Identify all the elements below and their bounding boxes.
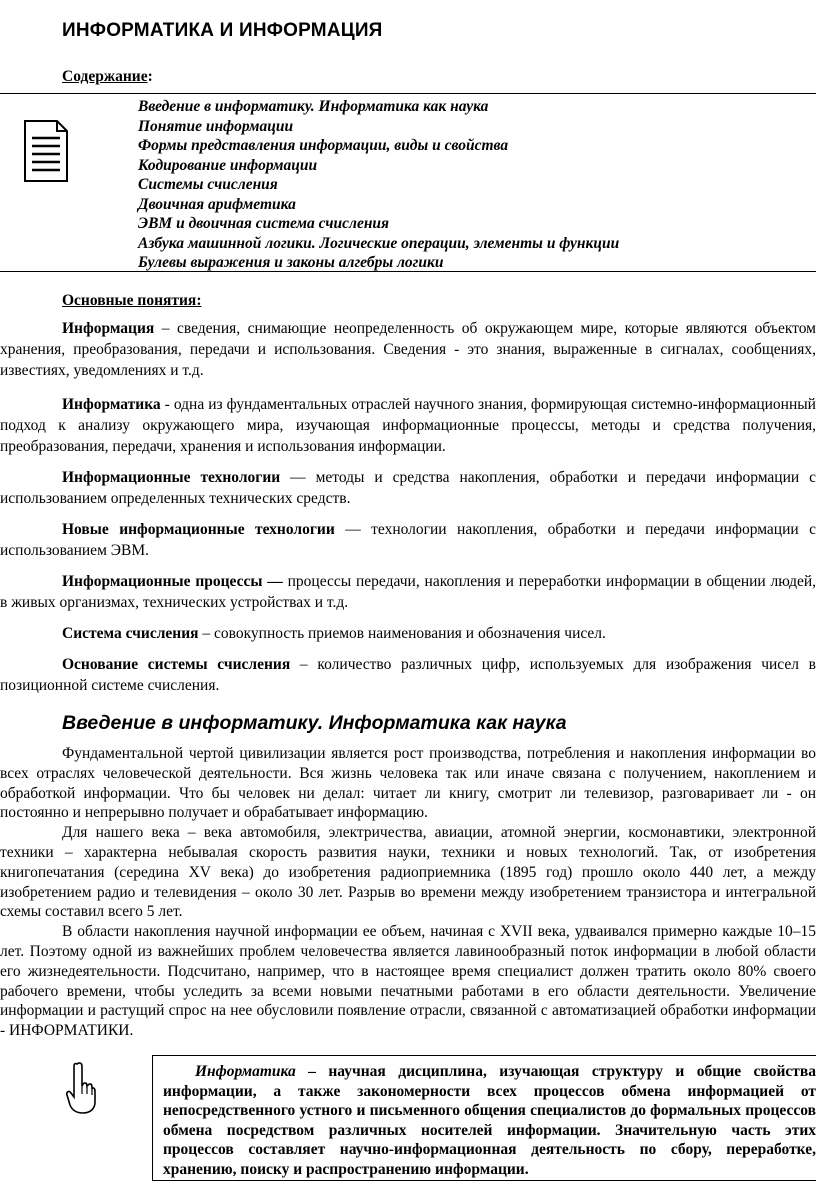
definition-separator: — [334,521,372,538]
toc-item[interactable]: Булевы выражения и законы алгебры логики [138,254,444,271]
concepts-heading: Основные понятия: [62,292,202,309]
body-paragraph: Фундаментальной чертой цивилизации является рост производства, потребления и накопления информации во всех отраслях человеческой деятельности. Вся жизнь человека так или иначе связана с получением, накоплением и обработкой информации. Что бы человек ни делал: читает ли книгу, смотрит ли телевизор, разговаривает ли - он постоянно и непрерывно получает и обрабатывает информацию. [0,745,816,822]
toc-item[interactable]: Введение в информатику. Информатика как наука [138,98,489,115]
callout-term: Информатика [195,1063,296,1080]
toc-heading-label: Содержание [62,68,148,85]
body-paragraph: Для нашего века – века автомобиля, электричества, авиации, атомной энергии, космонавтики, электронной техники – характерна небывалая скорость развития науки, техники и новых технологий. Так, от изобретения книгопечатания (середина XV века) до изобретения радиоприемника (1895 год) прошло около 440 лет, а между изобретением радио и телевидения – около 30 лет. Разрыв во времени между изобретением транзистора и интегральной схемы составил всего 5 лет. [0,824,816,921]
callout-body: – научная дисциплина, изучающая структуру и общие свойства информации, а также закономерности всех процессов обмена информацией от непосредственного устного и письменного общения специалистов до формальных процессов обмена посредством различных носителей информации. Значительную часть этих процессов составляет научно-информационная деятельность по сбору, переработке, хранению, поиску и распространению информации. [163,1063,816,1178]
table-of-contents [0,93,816,272]
definition-text: одна из фундаментальных отраслей научного знания, формирующая системно-информационный подход к анализу окружающего мира, изучающая информационные процессы, методы и средства получения, преобразования, передачи, хранения и использования информации. [0,396,816,455]
definition-separator: - [160,396,174,413]
pointing-hand-icon [66,1062,96,1114]
toc-item[interactable]: Системы счисления [138,176,278,193]
toc-item[interactable]: ЭВМ и двоичная система счисления [138,215,390,232]
toc-item[interactable]: Понятие информации [138,117,294,135]
definition-separator: – [290,656,318,673]
document-title: ИНФОРМАТИКА И ИНФОРМАЦИЯ [62,20,383,41]
toc-item[interactable]: Кодирование информации [138,156,318,174]
definition-term: Информация [62,320,155,337]
definition-separator: — [280,469,316,486]
definition-text: технологии накопления, обработки и передачи информации с использованием ЭВМ. [0,521,816,559]
toc-item[interactable]: Формы представления информации, виды и свойства [138,137,509,154]
document-lines-icon [24,120,68,182]
definition-text: количество различных цифр, используемых для изображения чисел в позиционной системе счисления. [0,656,816,694]
definition-text: совокупность приемов наименования и обозначения чисел. [214,625,606,642]
toc-item[interactable]: Двоичная арифметика [138,195,296,213]
callout-text [163,1062,816,1180]
definition-callout [152,1055,816,1181]
definition-text: сведения, снимающие неопределенность об окружающем мире, которые являются объектом хранения, преобразования, передачи и использования. Сведения - это знания, выраженные в сигналах, сообщениях, известиях, уведомлениях и т.д. [0,320,816,379]
definition-term: Основание системы счисления [62,656,291,673]
definition-separator: – [154,320,177,337]
definition-paragraph [0,467,816,509]
concepts-list [0,318,816,706]
toc-item[interactable]: Азбука машинной логики. Логические операции, элементы и функции [138,234,620,252]
definition-paragraph [0,318,816,381]
definition-text: процессы передачи, накопления и переработки информации в общении людей, в живых организмах, технических устройствах и т.д. [0,573,816,611]
definition-paragraph [0,654,816,696]
definition-paragraph [0,623,816,644]
definition-paragraph [0,571,816,613]
definition-term: Информационные процессы — [62,573,283,590]
definition-term: Новые информационные технологии [62,521,335,538]
definition-term: Информационные технологии [62,469,281,486]
toc-heading-colon: : [147,68,153,85]
definition-text: методы и средства накопления, обработки и передачи информации с использованием определенных технических средств. [0,469,816,507]
definition-term: Система счисления [62,625,199,642]
toc-list [138,97,619,273]
section-title: Введение в информатику. Информатика как наука [62,712,567,734]
section-body [0,744,816,1041]
definition-paragraph [0,394,816,457]
definition-separator: – [198,625,215,642]
toc-heading [62,68,153,86]
definition-term: Информатика [62,396,161,413]
definition-paragraph [0,519,816,561]
body-paragraph: В области накопления научной информации ее объем, начиная с XVII века, удваивался примерно каждые 10–15 лет. Поэтому одной из важнейших проблем человечества является лавинообразный поток информации в любой области его жизнедеятельности. Подсчитано, например, что в настоящее время специалист должен тратить около 80% своего рабочего времени, чтобы уследить за всеми новыми печатными работами в его области деятельности. Увеличение информации и растущий спрос на нее обусловили появление отрасли, связанной с автоматизацией обработки информации - ИНФОРМАТИКИ. [0,923,816,1040]
